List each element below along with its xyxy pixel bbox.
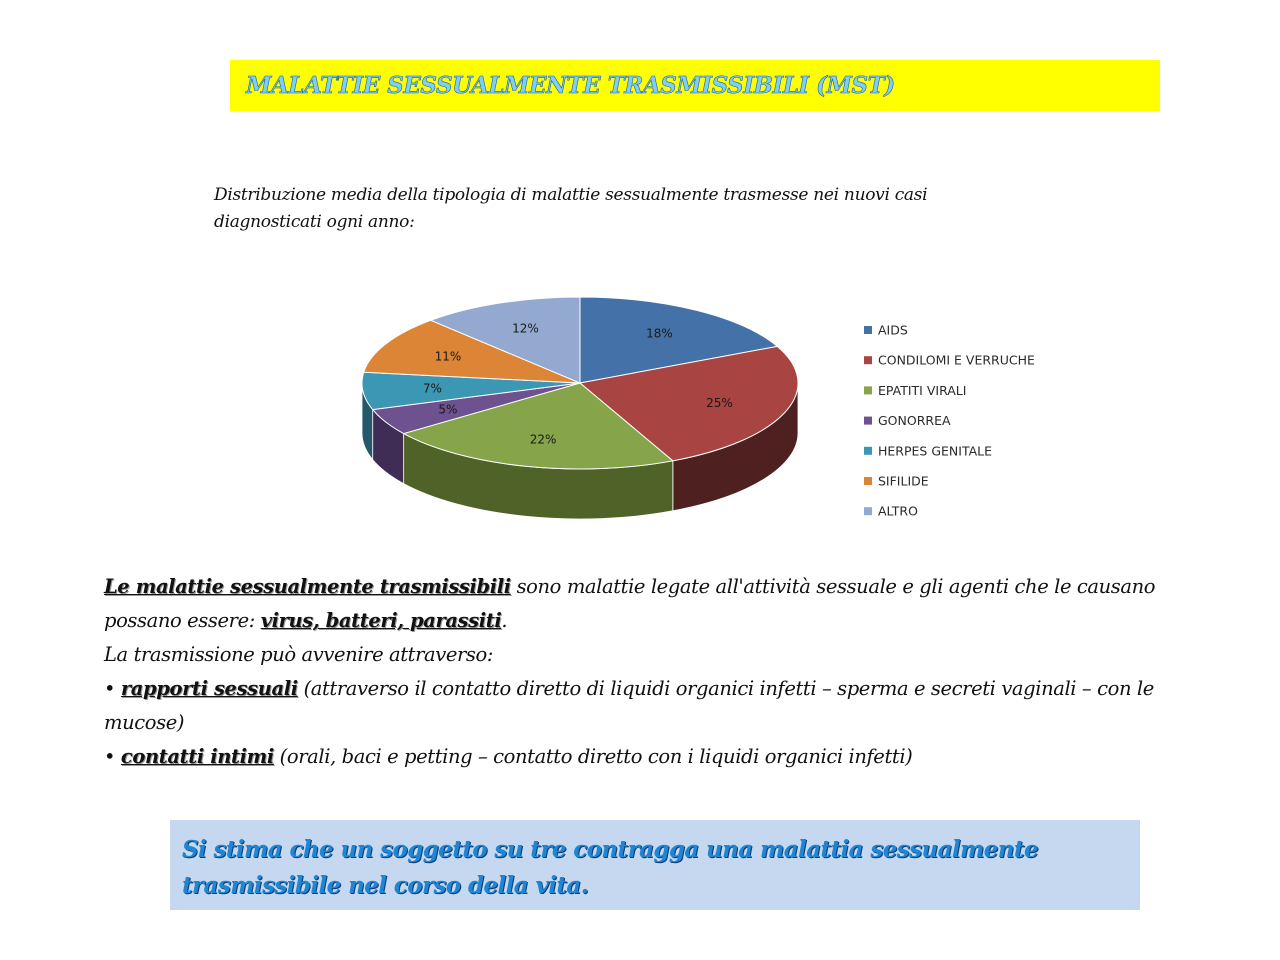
legend-label: HERPES GENITALE [878, 443, 993, 459]
caption-line-2: diagnosticati ogni anno: [214, 212, 415, 232]
bullet-icon: • [104, 677, 116, 700]
title-banner [230, 60, 1160, 111]
highlight-box [170, 820, 1140, 910]
chart-legend [864, 323, 1035, 519]
legend-item [864, 353, 1035, 368]
bullet-item-1 [104, 672, 1214, 740]
legend-swatch [864, 447, 872, 455]
bullet-icon: • [104, 745, 116, 768]
legend-swatch [864, 477, 872, 485]
legend-item [864, 323, 908, 338]
pie-chart [340, 270, 1060, 565]
legend-item [864, 413, 951, 428]
legend-swatch [864, 417, 872, 425]
chart-caption [214, 182, 994, 236]
legend-swatch [864, 386, 872, 394]
legend-label: ALTRO [878, 503, 918, 519]
pie-label: 7% [422, 381, 442, 396]
pie-label: 25% [706, 395, 733, 410]
pie-label: 22% [529, 432, 557, 447]
term-mst: Le malattie sessualmente trasmissibili [104, 575, 511, 598]
caption-line-1: Distribuzione media della tipologia di malattie sessualmente trasmesse nei nuovi casi [214, 185, 928, 205]
legend-swatch [864, 326, 872, 334]
legend-label: CONDILOMI E VERRUCHE [878, 352, 1035, 368]
legend-item [864, 504, 918, 519]
pie-label: 12% [512, 321, 539, 336]
paragraph-definition [104, 570, 1214, 638]
legend-item [864, 443, 992, 458]
legend-swatch [864, 507, 872, 515]
definition-end: . [501, 609, 508, 632]
bullet-1-term: rapporti sessuali [120, 677, 298, 700]
legend-label: GONORREA [878, 413, 951, 429]
legend-swatch [864, 356, 872, 364]
legend-label: AIDS [878, 322, 908, 338]
bullet-1-text: (attraverso il contatto diretto di liquidi organici infetti – sperma e secreti vaginali – con le mucose) [104, 677, 1154, 734]
legend-item [864, 383, 966, 398]
term-agents: virus, batteri, parassiti [260, 609, 502, 632]
bullet-2-text: (orali, baci e petting – contatto diretto con i liquidi organici infetti) [273, 745, 913, 768]
pie-label: 18% [646, 326, 673, 341]
legend-label: SIFILIDE [878, 473, 929, 489]
legend-label: EPATITI VIRALI [878, 382, 967, 398]
pie-label: 5% [438, 402, 458, 417]
body-text [104, 570, 1214, 774]
paragraph-transmission: La trasmissione può avvenire attraverso: [104, 643, 494, 666]
page-title: MALATTIE SESSUALMENTE TRASMISSIBILI (MST) [246, 72, 895, 99]
bullet-item-2 [104, 740, 1214, 774]
pie-label: 11% [434, 349, 462, 364]
definition-text: sono malattie legate all'attività sessuale e gli agenti che le causano possano essere: [104, 575, 1156, 632]
legend-item [864, 474, 929, 489]
highlight-text: Si stima che un soggetto su tre contragga una malattia sessualmente trasmissibile nel corso della vita. [182, 836, 1038, 899]
bullet-2-term: contatti intimi [120, 745, 274, 768]
